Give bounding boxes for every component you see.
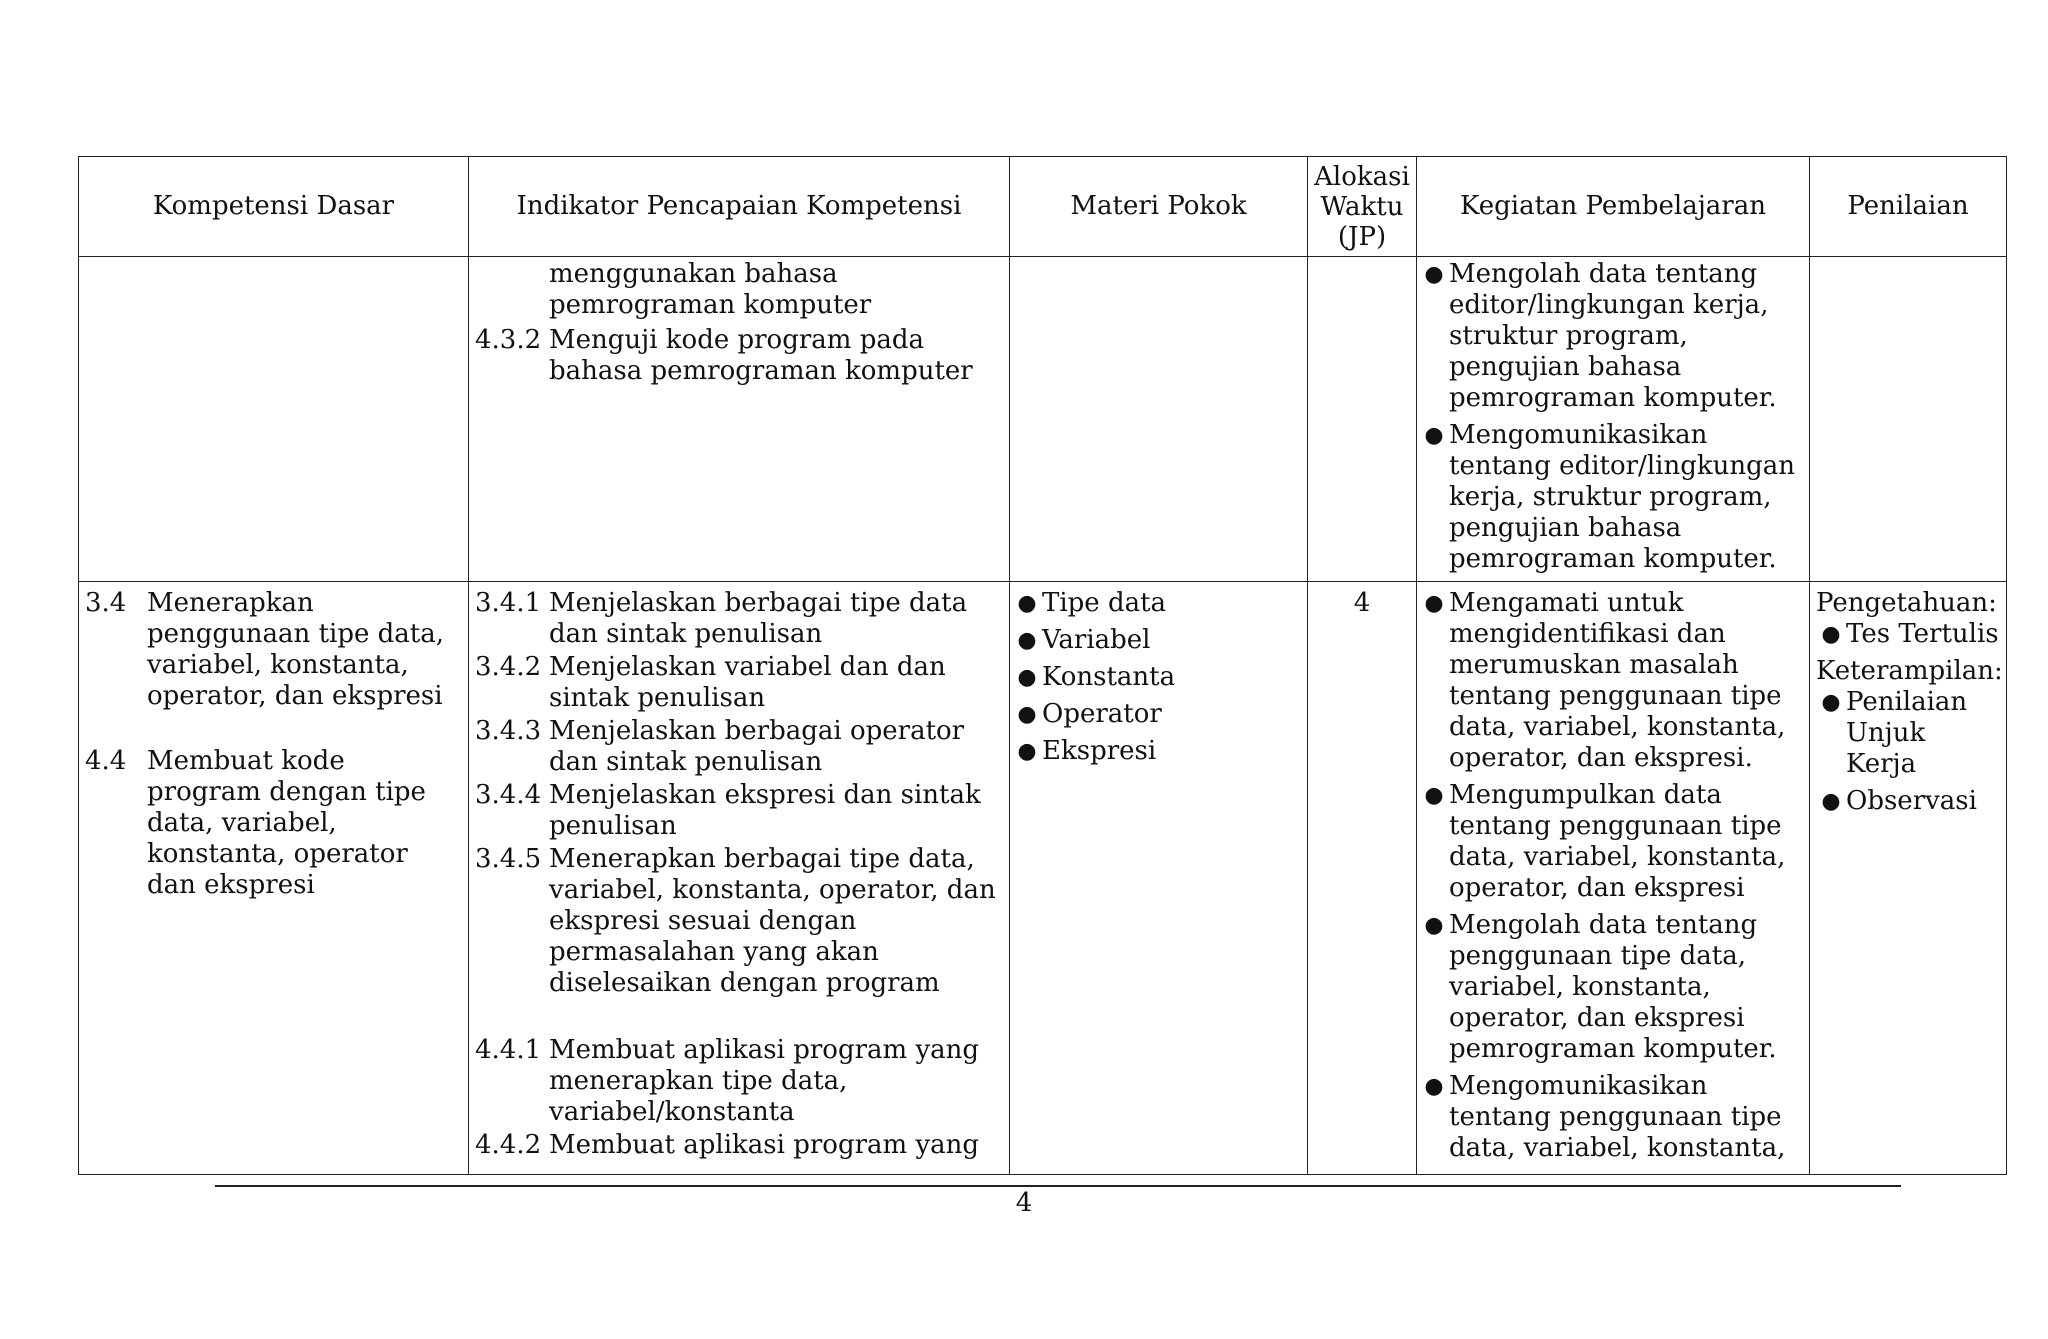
kd-number: 4.4 [85, 746, 127, 776]
bullet-icon: ● [1424, 262, 1444, 287]
bullet-icon: ● [1424, 591, 1444, 616]
bullet-icon: ● [1017, 702, 1037, 727]
list-item: ● Penilaian Unjuk Kerja [1816, 687, 2000, 780]
row2-penilaian-cell [1810, 582, 2007, 1175]
ipk-item [475, 325, 1003, 387]
ipk-text: Menguji kode program pada bahasa pemrograman komputer [549, 325, 973, 386]
bullet-icon: ● [1424, 1074, 1444, 1099]
list-item: ● Mengomunikasikan tentang editor/lingkungan kerja, struktur program, pengujian bahasa pemrograman komputer. [1419, 420, 1803, 575]
bullet-icon: ● [1017, 739, 1037, 764]
bullet-icon: ● [1821, 690, 1841, 715]
kd-number: 3.4 [85, 588, 127, 618]
penilaian-keterampilan-label: Keterampilan: [1816, 656, 2003, 686]
page-number: 4 [1015, 1188, 1033, 1218]
header-alokasi-waktu [1308, 157, 1417, 257]
header-materi-pokok: Materi Pokok [1010, 157, 1308, 257]
ipk-number: 4.3.2 [475, 325, 542, 355]
list-item: ● Operator [1012, 699, 1301, 730]
row2-ipk-cell [469, 582, 1010, 1175]
ipk-continued-line: pemrograman komputer [549, 290, 872, 320]
row2-materi-cell [1010, 582, 1308, 1175]
list-item: ● Tes Tertulis [1816, 619, 2000, 650]
bullet-icon: ● [1017, 665, 1037, 690]
ipk-item: 3.4.4 Menjelaskan ekspresi dan sintak penulisan [475, 780, 981, 841]
penilaian-pengetahuan-label: Pengetahuan: [1816, 588, 1997, 618]
list-item: ● Konstanta [1012, 662, 1301, 693]
list-item: ● Mengomunikasikan tentang penggunaan tipe data, variabel, konstanta, [1419, 1071, 1803, 1164]
kd-text: Menerapkan penggunaan tipe data, variabel, konstanta, operator, dan ekspresi [147, 588, 444, 711]
footer-divider [215, 1185, 1901, 1187]
header-kegiatan: Kegiatan Pembelajaran [1417, 157, 1810, 257]
table-header-row [79, 157, 2007, 257]
ipk-item: 4.4.2 Membuat aplikasi program yang [475, 1130, 980, 1160]
list-item: ● Observasi [1816, 786, 2000, 817]
row2-kd-cell [79, 582, 469, 1175]
header-alokasi-line1: Alokasi [1314, 161, 1410, 192]
header-alokasi-line2: Waktu [1320, 191, 1404, 222]
bullet-icon: ● [1017, 591, 1037, 616]
bullet-icon: ● [1017, 628, 1037, 653]
list-item: ● Mengolah data tentang penggunaan tipe data, variabel, konstanta, operator, dan ekspresi pemrograman komputer. [1419, 910, 1803, 1065]
header-indikator: Indikator Pencapaian Kompetensi [469, 157, 1010, 257]
ipk-item: 3.4.3 Menjelaskan berbagai operator dan sintak penulisan [475, 716, 965, 777]
bullet-icon: ● [1424, 783, 1444, 808]
bullet-icon: ● [1821, 622, 1841, 647]
header-penilaian: Penilaian [1810, 157, 2007, 257]
alokasi-value: 4 [1353, 588, 1371, 618]
row1-materi-cell [1010, 257, 1308, 582]
list-item: ● Variabel [1012, 625, 1301, 656]
kd-text: Membuat kode program dengan tipe data, variabel, konstanta, operator dan ekspresi [147, 746, 426, 900]
list-item: ● Mengamati untuk mengidentifikasi dan merumuskan masalah tentang penggunaan tipe data, variabel, konstanta, operator, dan ekspresi. [1419, 588, 1803, 774]
ipk-item: 3.4.5 Menerapkan berbagai tipe data, variabel, konstanta, operator, dan ekspresi sesuai dengan permasalahan yang akan diselesaikan dengan program [475, 844, 996, 998]
list-item: ● Mengumpulkan data tentang penggunaan tipe data, variabel, konstanta, operator, dan ekspresi [1419, 780, 1803, 904]
row1-alokasi-cell [1308, 257, 1417, 582]
bullet-icon: ● [1424, 423, 1444, 448]
row1-ipk-cell [469, 257, 1010, 582]
list-item: ● Mengolah data tentang editor/lingkungan kerja, struktur program, pengujian bahasa pemrograman komputer. [1419, 259, 1803, 414]
ipk-continued-line: menggunakan bahasa [549, 259, 838, 289]
row1-penilaian-cell [1810, 257, 2007, 582]
ipk-item: 3.4.1 Menjelaskan berbagai tipe data dan sintak penulisan [475, 588, 968, 649]
row2-alokasi-cell [1308, 582, 1417, 1175]
list-item: ● Ekspresi [1012, 736, 1301, 767]
row1-kegiatan-cell [1417, 257, 1810, 582]
bullet-icon: ● [1821, 789, 1841, 814]
kd-item [85, 588, 462, 712]
table-row [79, 257, 2007, 582]
row1-kd-cell [79, 257, 469, 582]
header-kompetensi-dasar: Kompetensi Dasar [79, 157, 469, 257]
bullet-icon: ● [1424, 913, 1444, 938]
table-row [79, 582, 2007, 1175]
list-item: ● Tipe data [1012, 588, 1301, 619]
ipk-item: 3.4.2 Menjelaskan variabel dan dan sintak penulisan [475, 652, 946, 713]
curriculum-table [78, 156, 2007, 1175]
ipk-item: 4.4.1 Membuat aplikasi program yang menerapkan tipe data, variabel/konstanta [475, 1035, 980, 1127]
header-alokasi-line3: (JP) [1337, 221, 1387, 252]
row2-kegiatan-cell [1417, 582, 1810, 1175]
kd-item [85, 746, 462, 901]
